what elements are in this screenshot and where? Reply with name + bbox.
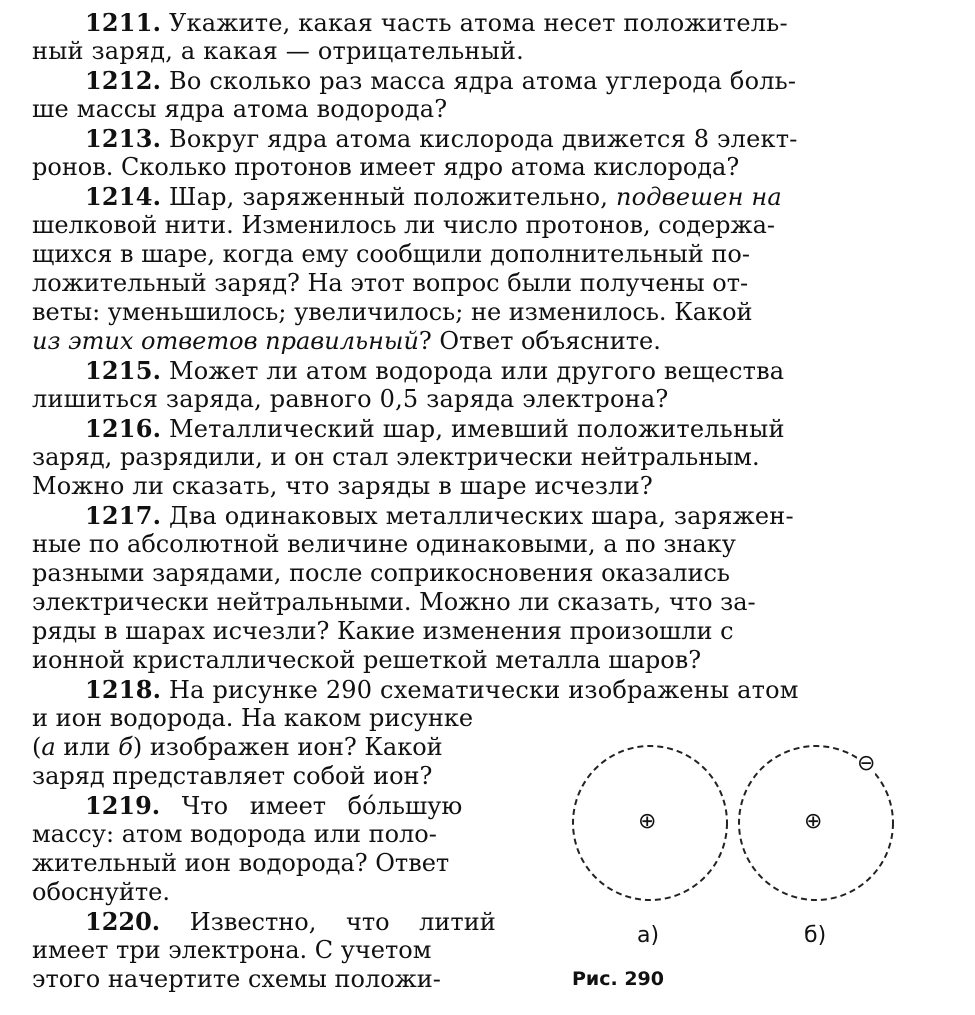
problem-text: или — [55, 733, 119, 761]
problem-text: Известно, что литий — [189, 908, 496, 936]
problem-1214-line-2 — [32, 211, 775, 240]
problem-1215-line-1 — [85, 356, 784, 386]
problem-number-1212: 1212. — [85, 66, 162, 95]
problem-1218-line-4 — [32, 762, 432, 791]
problem-number-1218: 1218. — [85, 675, 162, 704]
problem-text-italic: из этих ответов правильный — [32, 327, 419, 355]
problem-text: заряд представляет собой ион? — [32, 762, 433, 790]
problem-text: этого начертите схемы положи- — [32, 965, 441, 993]
problem-text: ронов. Сколько протонов имеет ядро атома кислорода? — [32, 153, 740, 181]
label-a: а) — [637, 923, 660, 948]
problem-text: щихся в шаре, когда ему сообщили дополнительный по- — [32, 240, 750, 268]
problem-text: Два одинаковых металлических шара, заряжен- — [169, 502, 794, 530]
problem-1219-line-1 — [85, 791, 462, 821]
figure-caption: Рис. 290 — [572, 968, 664, 990]
problem-1217-line-1 — [85, 501, 794, 531]
problem-1218-line-3 — [32, 733, 443, 762]
problem-1215-line-2 — [32, 385, 668, 414]
problem-text: электрически нейтральными. Можно ли сказать, что за- — [32, 588, 756, 616]
problem-1219-line-2 — [32, 820, 437, 849]
problem-number-1213: 1213. — [85, 124, 162, 153]
problem-1217-line-5 — [32, 617, 734, 646]
problem-number-1211: 1211. — [85, 8, 162, 37]
problem-1218-line-1 — [85, 675, 799, 705]
problem-text: ше массы ядра атома водорода? — [32, 95, 448, 123]
figure-290 — [560, 735, 920, 1005]
problem-1213-line-1 — [85, 124, 798, 154]
problem-1212-line-2 — [32, 95, 447, 124]
problem-1218-line-2 — [32, 704, 473, 733]
problem-1217-line-4 — [32, 588, 756, 617]
problem-1219-line-4 — [32, 878, 170, 907]
problem-1220-line-1 — [85, 907, 496, 937]
problem-text: ряды в шарах исчезли? Какие изменения произошли с — [32, 617, 734, 645]
problem-1216-line-2 — [32, 443, 760, 472]
problem-number-1220: 1220. — [85, 907, 161, 936]
problem-text: и ион водорода. На каком рисунке — [32, 704, 474, 732]
problem-text: имеет три электрона. С учетом — [32, 936, 432, 964]
problem-text: Во сколько раз масса ядра атома углерода боль- — [169, 67, 797, 95]
problem-text: Что имеет бо́льшую — [181, 792, 463, 820]
problem-1214-line-1 — [85, 182, 782, 212]
problem-1214-line-5 — [32, 298, 753, 327]
nucleus-a-icon: ⊕ — [638, 809, 657, 834]
problem-text-italic: а — [41, 733, 56, 761]
problem-text: массу: атом водорода или поло- — [32, 820, 437, 848]
problem-number-1214: 1214. — [85, 182, 162, 211]
problem-text-italic: подвешен на — [615, 183, 782, 211]
problem-text: разными зарядами, после соприкосновения оказались — [32, 559, 730, 587]
problem-text: веты: уменьшилось; увеличилось; не изменилось. Какой — [32, 298, 753, 326]
problem-text: Вокруг ядра атома кислорода движется 8 элект- — [169, 125, 798, 153]
problem-1217-line-3 — [32, 559, 730, 588]
problem-1211-line-1 — [85, 8, 788, 38]
problem-text: обоснуйте. — [32, 878, 171, 906]
problem-1214-line-3 — [32, 240, 750, 269]
problem-number-1217: 1217. — [85, 501, 162, 530]
problem-1214-line-4 — [32, 269, 748, 298]
problem-1213-line-2 — [32, 153, 739, 182]
problem-number-1216: 1216. — [85, 414, 162, 443]
electron-icon: ⊖ — [857, 751, 876, 776]
problem-text: ионной кристаллической решеткой металла шаров? — [32, 646, 702, 674]
problem-text: ложительный заряд? На этот вопрос были получены от- — [32, 269, 749, 297]
problem-1220-line-3 — [32, 965, 441, 994]
problem-text: ные по абсолютной величине одинаковыми, а по знаку — [32, 530, 736, 558]
problem-text: шелковой нити. Изменилось ли число протонов, содержа- — [32, 211, 776, 239]
problem-text: лишиться заряда, равного 0,5 заряда электрона? — [32, 385, 669, 413]
problem-1212-line-1 — [85, 66, 796, 96]
problem-text: На рисунке 290 схематически изображены атом — [169, 676, 799, 704]
problem-number-1219: 1219. — [85, 791, 161, 820]
problem-text: Можно ли сказать, что заряды в шаре исчезли? — [32, 472, 653, 500]
label-b: б) — [804, 923, 827, 948]
problem-text-italic: б — [118, 733, 133, 761]
problem-text: Шар, заряженный положительно, — [169, 183, 616, 211]
problem-1214-line-6 — [32, 327, 661, 356]
nucleus-b-icon: ⊕ — [804, 809, 823, 834]
problem-1219-line-3 — [32, 849, 449, 878]
problem-text: ный заряд, а какая — отрицательный. — [32, 37, 524, 65]
problem-text: Укажите, какая часть атома несет положитель- — [169, 9, 788, 37]
problem-text: ( — [32, 733, 42, 761]
problem-text: ? Ответ объясните. — [418, 327, 661, 355]
problem-1211-line-2 — [32, 37, 524, 66]
problem-text: Может ли атом водорода или другого вещества — [169, 357, 785, 385]
problem-number-1215: 1215. — [85, 356, 162, 385]
problem-1216-line-1 — [85, 414, 785, 444]
problem-text: жительный ион водорода? Ответ — [32, 849, 450, 877]
problem-1220-line-2 — [32, 936, 431, 965]
problem-1217-line-2 — [32, 530, 736, 559]
problem-text: Металлический шар, имевший положительный — [169, 415, 785, 443]
problem-text: заряд, разрядили, и он стал электрически нейтральным. — [32, 443, 760, 471]
problem-1216-line-3 — [32, 472, 653, 501]
problem-1217-line-6 — [32, 646, 701, 675]
problem-text: ) изображен ион? Какой — [132, 733, 443, 761]
